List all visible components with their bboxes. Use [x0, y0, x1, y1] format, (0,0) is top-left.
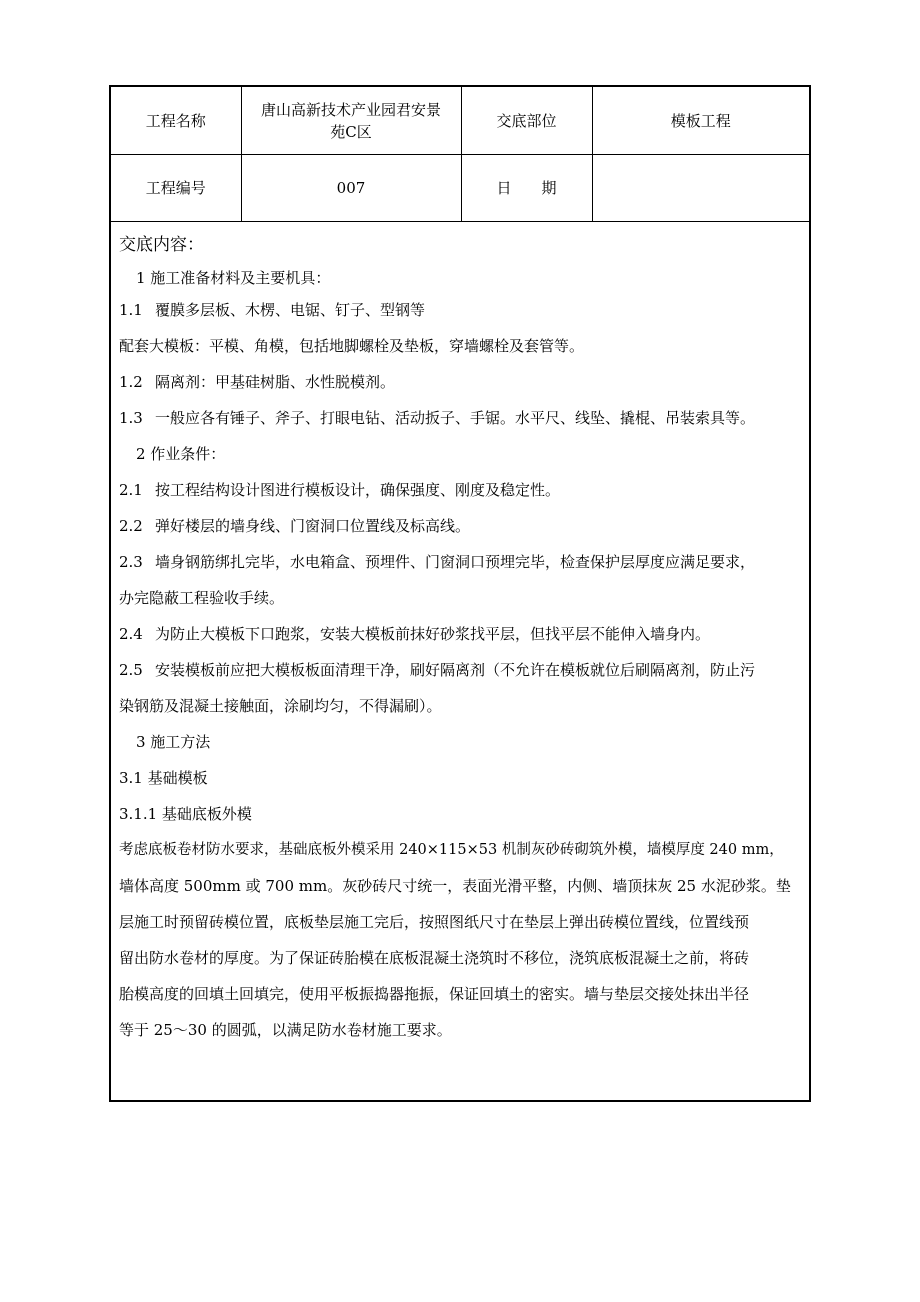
clause-2-4 [119, 616, 801, 652]
header-row [111, 155, 809, 222]
content-title: 交底内容： [119, 235, 204, 255]
clause-1-2 [119, 364, 801, 400]
project-name-label: 工程名称 [111, 87, 241, 155]
date-value [592, 155, 809, 222]
clause-2-3 [119, 544, 801, 580]
header-table [111, 87, 809, 222]
clause-text: 安装模板前应把大模板板面清理干净，刷好隔离剂（不允许在模板就位后刷隔离剂，防止污 [155, 661, 756, 679]
clause-number: 2.2 [119, 517, 143, 535]
paragraph-line: 留出防水卷材的厚度。为了保证砖胎模在底板混凝土浇筑时不移位，浇筑底板混凝土之前，将砖 [119, 949, 750, 967]
subsection-heading: 3.1.1 基础底板外模 [119, 805, 252, 823]
disclosure-form [109, 85, 811, 1102]
project-name-line1: 唐山高新技术产业园君安景 [260, 100, 441, 119]
clause-number: 2.4 [119, 625, 143, 643]
clause-text: 隔离剂：甲基硅树脂、水性脱模剂。 [155, 373, 396, 391]
project-number-value: 007 [241, 155, 461, 222]
section-heading: 2 作业条件： [136, 445, 226, 463]
clause-1-1 [119, 292, 801, 328]
clause-1-1-cont: 配套大模板：平模、角模，包括地脚螺栓及垫板，穿墙螺栓及套管等。 [119, 337, 585, 355]
clause-number: 2.5 [119, 661, 143, 679]
clause-2-1 [119, 472, 801, 508]
project-name-value [241, 87, 461, 155]
project-name-line2: 苑C区 [330, 122, 372, 141]
subsection-heading: 3.1 基础模板 [119, 769, 208, 787]
paragraph-line: 考虑底板卷材防水要求，基础底板外模采用 240×115×53 机制灰砂砖砌筑外模，墙模厚度 240 mm， [119, 842, 784, 858]
disclosure-part-value: 模板工程 [592, 87, 809, 155]
clause-number: 2.3 [119, 553, 143, 571]
project-number-label: 工程编号 [111, 155, 241, 222]
clause-text: 弹好楼层的墙身线、门窗洞口位置线及标高线。 [155, 517, 471, 535]
clause-text: 一般应各有锤子、斧子、打眼电钻、活动扳子、手锯。水平尺、线坠、撬棍、吊装索具等。 [155, 409, 756, 427]
paragraph-line: 等于 25～30 的圆弧，以满足防水卷材施工要求。 [119, 1021, 452, 1039]
date-label: 日 期 [461, 155, 592, 222]
disclosure-part-label: 交底部位 [461, 87, 592, 155]
clause-text: 按工程结构设计图进行模板设计，确保强度、刚度及稳定性。 [155, 481, 561, 499]
clause-text: 为防止大模板下口跑浆，安装大模板前抹好砂浆找平层，但找平层不能伸入墙身内。 [155, 625, 711, 643]
clause-text: 覆膜多层板、木楞、电锯、钉子、型钢等 [155, 301, 426, 319]
disclosure-content [111, 222, 809, 1048]
clause-number: 1.3 [119, 409, 143, 427]
section-heading: 3 施工方法 [136, 733, 211, 751]
section-heading: 1 施工准备材料及主要机具： [136, 269, 331, 287]
clause-2-5-cont: 染钢筋及混凝土接触面，涂刷均匀，不得漏刷）。 [119, 697, 442, 715]
clause-text: 墙身钢筋绑扎完毕，水电箱盒、预埋件、门窗洞口预埋完毕，检查保护层厚度应满足要求， [155, 553, 756, 571]
clause-1-3 [119, 400, 801, 436]
clause-2-3-cont: 办完隐蔽工程验收手续。 [119, 589, 285, 607]
paragraph-line: 胎模高度的回填土回填完，使用平板振捣器拖振，保证回填土的密实。墙与垫层交接处抹出半径 [119, 985, 750, 1003]
paragraph-line: 墙体高度 500mm 或 700 mm。灰砂砖尺寸统一，表面光滑平整，内侧、墙顶抹灰 25 水泥砂浆。垫 [119, 877, 791, 895]
clause-2-2 [119, 508, 801, 544]
clause-number: 1.2 [119, 373, 143, 391]
header-row [111, 87, 809, 155]
clause-number: 2.1 [119, 481, 143, 499]
clause-2-5 [119, 652, 801, 688]
clause-number: 1.1 [119, 301, 143, 319]
paragraph-line: 层施工时预留砖模位置，底板垫层施工完后，按照图纸尺寸在垫层上弹出砖模位置线，位置线预 [119, 913, 750, 931]
